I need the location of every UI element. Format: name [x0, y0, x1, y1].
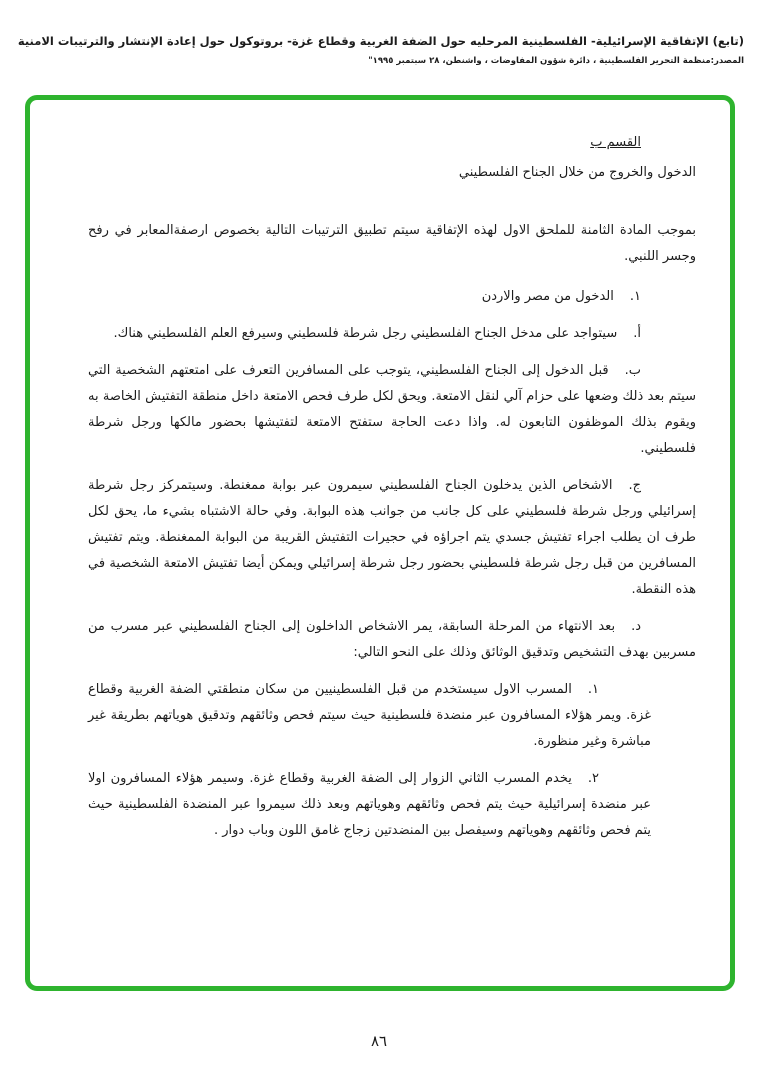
- page-number: ٨٦: [370, 1032, 388, 1050]
- list-item-marker: ج.: [628, 478, 641, 493]
- sub-list-item: [88, 677, 651, 755]
- list-item-marker: ب.: [624, 363, 641, 378]
- list-item-text: الدخول من مصر والاردن: [481, 289, 614, 304]
- content-frame: [25, 95, 735, 991]
- sub-list-item-text: يخدم المسرب الثاني الزوار إلى الضفة الغربية وقطاع غزة. وسيمر هؤلاء المسافرون اولا عبر منضدة إسرائيلية حيث يتم فحص وثائقهم وهوياتهم وبعد ذلك سيمروا عبر المنضدة الفلسطينية حيث يتم فحص وثائقهم وهوياتهم وسيفصل بين المنضدتين زجاج غامق اللون وباب دوار .: [88, 771, 651, 838]
- section-subtitle: الدخول والخروج من خلال الجناح الفلسطيني: [458, 165, 696, 180]
- document-body: [30, 100, 730, 875]
- list-item: [88, 358, 696, 462]
- intro-paragraph: بموجب المادة الثامنة للملحق الاول لهذه الإتفاقية سيتم تطبيق الترتيبات التالية بخصوص ارصفةالمعابر في رفح وجسر اللنبي.: [88, 223, 696, 264]
- sub-list-item-marker: ١.: [587, 682, 599, 697]
- document-title: (تابع) الإتفاقية الإسرائيلية- الفلسطينية المرحليه حول الضفة الغربية وقطاع غزة- بروتوكول حول إعادة الإنتشار والترتيبات الامنية: [17, 34, 744, 48]
- list-item-marker: أ.: [633, 326, 641, 341]
- list-item-text: بعد الانتهاء من المرحلة السابقة، يمر الاشخاص الداخلون إلى الجناح الفلسطيني عبر مسرب من مسربين بهدف التشخيص وتدقيق الوثائق وذلك على النحو التالي:: [88, 619, 696, 660]
- document-source-line: المصدر:منظمة التحرير الفلسطينية ، دائرة شؤون المفاوضات ، واشنطن، ٢٨ سبتمبر ١٩٩٥": [368, 56, 744, 66]
- list-item-text: سيتواجد على مدخل الجناح الفلسطيني رجل شرطة فلسطيني وسيرفع العلم الفلسطيني هناك.: [113, 326, 618, 341]
- list-item: [88, 614, 696, 666]
- list-item-text: الاشخاص الذين يدخلون الجناح الفلسطيني سيمرون عبر بوابة ممغنطة. وسيتمركز رجل شرطة إسرائيلي ورجل شرطة فلسطيني على كل جانب من جوانب هذه البوابة. وفي حالة الاشتباه بشيء ما، يحق لكل طرف ان يطلب اجراء تفتيش جسدي يتم اجراؤه في حجيرات التفتيش القريبة من البوابة الممغنطة. ويتم تفتيش المسافرين من قبل رجل شرطة فلسطيني بحضور رجل شرطة إسرائيلي ويمكن أيضا تفتيش الامتعة الشخصية في هذه النقطة.: [88, 478, 696, 597]
- list-item-marker: د.: [631, 619, 641, 634]
- list-item-marker: ١.: [629, 289, 641, 304]
- section-title: القسم ب: [590, 135, 641, 150]
- list-item: [88, 321, 696, 347]
- list-item: [88, 473, 696, 603]
- list-item-text: قبل الدخول إلى الجناح الفلسطيني، يتوجب على المسافرين التعرف على امتعتهم الشخصية التي سيتم بعد ذلك وضعها على حزام آلي لنقل الامتعة. ويحق لكل طرف فحص الامتعة داخل منطقة التفتيش الخاصة به ويقوم بذلك الموظفون التابعون له. واذا دعت الحاجة ستفتح الامتعة لتفتيشها بحضور مالكها ورجل شرطة فلسطيني.: [88, 363, 696, 456]
- sub-list-item-marker: ٢.: [587, 771, 599, 786]
- list-item: [88, 284, 696, 310]
- sub-list-item-text: المسرب الاول سيستخدم من قبل الفلسطينيين من سكان منطقتي الضفة الغربية وقطاع غزة. ويمر هؤلاء المسافرون عبر منضدة فلسطينية حيث سيتم فحص وثائقهم وتدقيق هوياتهم بطريقة غير مباشرة وغير منظورة.: [88, 682, 651, 749]
- sub-list-item: [88, 766, 651, 844]
- document-header: [12, 33, 744, 66]
